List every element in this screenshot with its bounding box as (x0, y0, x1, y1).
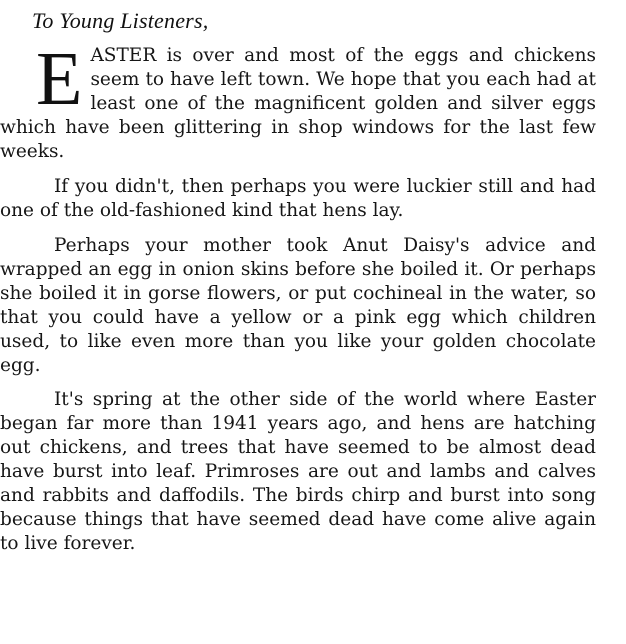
paragraph-2: If you didn't, then perhaps you were luckier still and had one of the old-fashioned kind that hens lay. (0, 176, 596, 221)
salutation: To Young Listeners, (32, 8, 209, 33)
article-body (0, 37, 596, 556)
paragraph-3: Perhaps your mother took Anut Daisy's advice and wrapped an egg in onion skins before she boiled it. Or perhaps she boiled it in gorse flowers, or put cochineal in the water, so that you could have a yellow or a pink egg which children used, to like even more than you like your golden chocolate egg. (0, 235, 596, 376)
paragraph-1-text: ASTER is over and most of the eggs and chickens seem to have left town. We hope that you each had at least one of the magnificent golden and silver eggs which have been glittering in shop windows for the last few weeks. (0, 45, 596, 162)
drop-cap: E (36, 37, 83, 121)
paragraph-1 (0, 37, 596, 164)
paragraph-4: It's spring at the other side of the world where Easter began far more than 1941 years ago, and hens are hatching out chickens, and trees that have seemed to be almost dead have burst into leaf. Primroses are out and lambs and calves and rabbits and daffodils. The birds chirp and burst into song because things that have seemed dead have come alive again to live forever. (0, 389, 596, 554)
